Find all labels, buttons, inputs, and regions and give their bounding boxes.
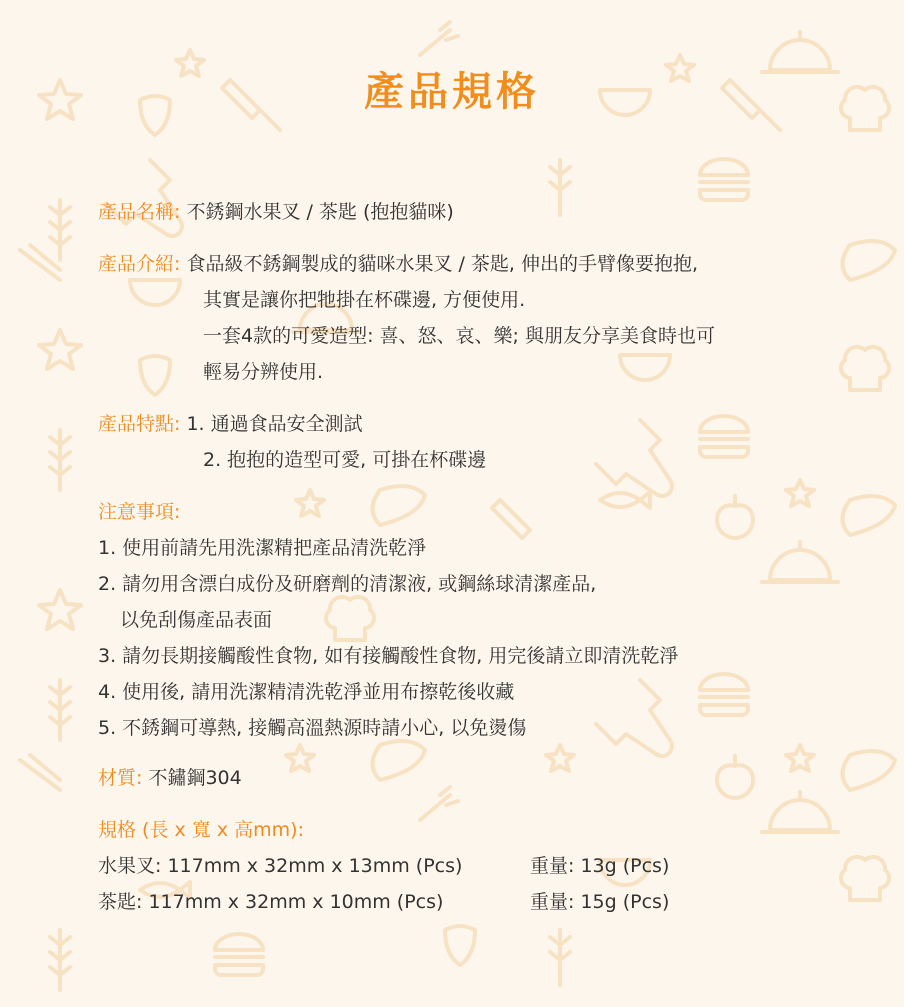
multiply-sign: x [216,819,229,841]
intro-line: 食品級不銹鋼製成的貓咪水果叉 / 茶匙, 伸出的手臂像要抱抱, [186,253,699,275]
note-item: 2. 請勿用含漂白成份及研磨劑的清潔液, 或鋼絲球清潔產品, [98,573,597,595]
note-item: 4. 使用後, 請用洗潔精清洗乾淨並用布擦乾後收藏 [98,681,515,703]
notes-label: 注意事項: [98,501,181,523]
intro-line: 一套4款的可愛造型: 喜、怒、哀、樂; 與朋友分享美食時也可 [203,325,715,347]
intro-line: 輕易分辨使用. [203,361,324,383]
material-label: 材質: [98,767,143,789]
weight-label: 重量: [530,855,575,877]
intro-line: 其實是讓你把牠掛在杯碟邊, 方便使用. [203,289,526,311]
note-item: 5. 不銹鋼可導熱, 接觸高溫熱源時請小心, 以免燙傷 [98,717,527,739]
weight-label: 重量: [530,891,575,913]
spec-item-dims: 117mm x 32mm x 10mm (Pcs) [148,891,444,913]
material-value: 不鏽鋼304 [148,767,242,789]
weight-value: 15g (Pcs) [580,891,670,913]
note-item: 3. 請勿長期接觸酸性食物, 如有接觸酸性食物, 用完後請立即清洗乾淨 [98,645,679,667]
spec-item-dims: 117mm x 32mm x 13mm (Pcs) [167,855,463,877]
features-row [98,406,363,442]
multiply-sign: x [174,819,186,841]
note-item: 1. 使用前請先用洗潔精把產品清洗乾淨 [98,537,427,559]
spec-row-fork [98,848,462,884]
spec-label-row [98,812,304,848]
product-name-value: 不銹鋼水果叉 / 茶匙 (抱抱貓咪) [186,201,454,223]
material-row [98,760,242,796]
spec-item-name: 茶匙: [98,891,143,913]
weight-value: 13g (Pcs) [580,855,670,877]
product-name-row [98,194,454,230]
spec-weight-spoon [530,884,669,920]
features-label: 產品特點: [98,413,181,435]
spec-label-prefix: 規格 (長 [98,819,175,841]
spec-label-mid: 寬 [185,819,217,841]
spec-weight-fork [530,848,669,884]
feature-item: 1. 通過食品安全測試 [186,413,363,435]
notes-label-row [98,494,180,530]
spec-row-spoon [98,884,443,920]
spec-label-suffix: 高mm): [228,819,304,841]
product-name-label: 產品名稱: [98,201,181,223]
feature-item: 2. 抱抱的造型可愛, 可掛在杯碟邊 [203,449,487,471]
note-item-continued: 以免刮傷產品表面 [120,609,273,631]
page-title: 產品規格 [364,68,540,115]
intro-label: 產品介紹: [98,253,181,275]
intro-row [98,246,698,282]
spec-item-name: 水果叉: [98,855,162,877]
